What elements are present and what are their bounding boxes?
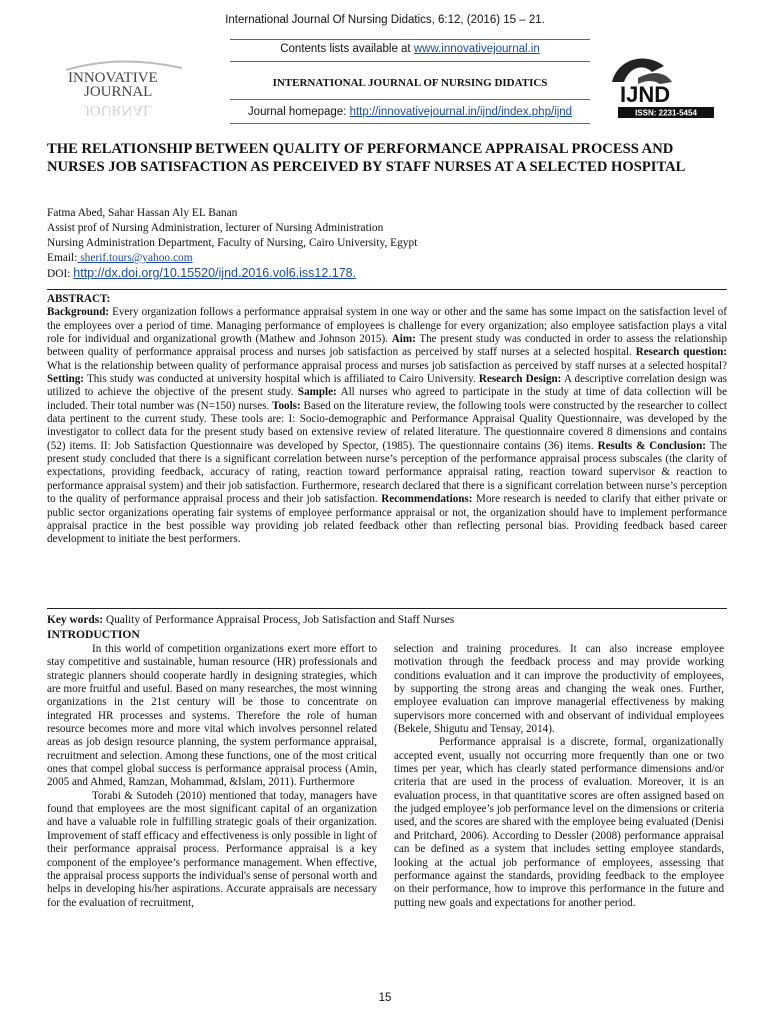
tools-text: Based on the literature review, the following tools were constructed by the researcher to collect data pertinent to the current study. These tools are: I: Socio-demographic and Performance Appraisal Quality Questionnaire, was developed by the investigator to collect data for the present study based on extensive review of related literature. The questionnaire covered 8 dimensions and contains (52) items. II: Job Satisfaction Questionnaire was developed by Spector, (1985). The questionnaire contains (36) items. (47, 399, 727, 452)
innovative-journal-logo (60, 58, 190, 120)
author-block (47, 206, 727, 282)
design-label: Research Design: (478, 373, 562, 386)
bg-label: Background: (47, 306, 110, 319)
issn-label: ISSN: 2231-5454 (635, 108, 697, 118)
keywords (47, 613, 727, 627)
abstract (47, 293, 727, 547)
article-title: THE RELATIONSHIP BETWEEN QUALITY OF PERFORMANCE APPRAISAL PROCESS AND NURSES JOB SATISFACTION AS PERCEIVED BY STAFF NURSES AT A SELECTED HOSPITAL (47, 141, 686, 175)
keywords-text: Quality of Performance Appraisal Process, Job Satisfaction and Staff Nurses (103, 614, 455, 626)
header-divider (230, 39, 590, 40)
design-text: A descriptive correlation design was utilized to achieve the objective of the present study. (47, 373, 727, 399)
results-text: The present study concluded that there is a significant correlation between nurse’s perception of the performance appraisal process subscales (the clarity of expectations, providing feedback, accuracy of rating, reaction toward performance appraisal rating, reaction toward supervisor & reaction to performance appraisal system) and their job satisfaction. Furthermore, research declared that there is a significant correlation between nurse’s perception to the quality of performance appraisal process and their job satisfaction. (47, 439, 727, 506)
intro-right-column (394, 643, 724, 910)
author-names: Fatma Abed, Sahar Hassan Aly EL Banan (47, 207, 238, 219)
author-affiliation: Nursing Administration Department, Faculty of Nursing, Cairo University, Egypt (47, 237, 418, 249)
setting-label: Setting: (47, 373, 84, 386)
intro-paragraph: Torabi & Sutodeh (2010) mentioned that today, managers have found that employees are the most significant capital of an organization and have a valuable role in fulfilling strategic goals of their organization. Improvement of staff efficacy and effectiveness is only possible in light of their performance appraisal process. Performance appraisal is a key component of the employee’s performance management. When effective, the appraisal process supports the individual's sense of personal worth and helps in developing his/her aspirations. Accurate appraisals are necessary for the evaluation of recruitment, (47, 789, 377, 909)
logo-reflection: JOURNAL (84, 102, 153, 118)
rq-text: What is the relationship between quality of performance appraisal process and nurses job satisfaction as perceived by staff nurses at a selected hospital? (47, 359, 727, 372)
intro-paragraph: selection and training procedures. It can also increase employee motivation through the feedback process and may provide working conditions evaluation and it can improve the productivity of employees, by supporting the strong areas and changing the weak ones. Further, employee evaluation can improve managerial effectiveness by making supervisors more concerned with and observant of individual employees (Bekele, Shigutu and Tensay, 2014). (394, 643, 724, 736)
bg-text: Every organization follows a performance appraisal system in one way or other and the same has some impact on the satisfaction level of the employees over a period of time. Managing performance of employees is challenge for every organization; also employee satisfaction plays a vital role for individual and organizational growth (Mathew and Johnson 2015). (47, 306, 727, 346)
logo-line1: INNOVATIVE (68, 70, 158, 86)
setting-text: This study was conducted at university hospital which is affiliated to Cairo University. (83, 373, 479, 386)
running-head: International Journal Of Nursing Didatics, 6:12, (2016) 15 – 21. (225, 14, 545, 26)
abstract-bottom-rule (47, 608, 727, 609)
doi-label: DOI: (47, 268, 74, 280)
introduction-heading: INTRODUCTION (47, 628, 140, 641)
doi-link[interactable]: http://dx.doi.org/10.15520/ijnd.2016.vol6.iss12.178. (73, 266, 357, 280)
contents-prefix: Contents lists available at (280, 43, 414, 55)
logo-line2: JOURNAL (84, 84, 153, 100)
header-divider (230, 123, 590, 124)
homepage-prefix: Journal homepage: (247, 106, 350, 118)
email-label: Email: (47, 252, 78, 264)
intro-left-column (47, 643, 377, 910)
doi-line (47, 266, 727, 282)
keywords-label: Key words: (47, 614, 103, 626)
sample-text: All nurses who agreed to participate in the study at time of data collection will be included. Their total number was (N=150) nurses. (47, 386, 727, 412)
intro-paragraph: In this world of competition organizations exert more effort to stay competitive and sustainable, human resource (HR) professionals and strategic planners should cooperate hardly in designing strategies, which are more fruitful and useful. Based on many researches, the most winning organizations in the 21st century will be those to concentrate on integrated HR processes and systems. Therefore the role of human resource becomes more and more vital which involves personnel related areas as job design resource planning, the system performance appraisal, recruitment and selection. Among these functions, one of the most critical ones that compel global success is performance appraisal process (Amin, 2005 and Ahmed, Ramzan, Mohammad, &Islam, 2011). Furthermore (47, 643, 377, 789)
journal-name: INTERNATIONAL JOURNAL OF NURSING DIDATICS (272, 77, 548, 89)
ijnd-logo-text: IJND (620, 82, 671, 107)
recommendations-label: Recommendations: (381, 493, 473, 506)
author-position: Assist prof of Nursing Administration, lecturer of Nursing Administration (47, 222, 384, 234)
rq-label: Research question: (635, 346, 727, 359)
aim-label: Aim: (391, 333, 416, 346)
tools-label: Tools: (272, 399, 301, 412)
contents-line (230, 43, 590, 55)
journal-site-link[interactable]: www.innovativejournal.in (413, 43, 540, 55)
email-link[interactable]: sherif.tours@yahoo.com (77, 252, 193, 264)
page-number: 15 (378, 992, 392, 1004)
recommendations-text: More research is needed to clarify that either private or public sector organizations operating fair systems of employee performance appraisal or not, the organization should have to implement performance appraisal practice in the best possible way providing job related feedback other than reflecting personal bias. Providing feedback based career development to initiate the best performers. (47, 493, 727, 546)
journal-homepage-link[interactable]: http://innovativejournal.in/ijnd/index.php/ijnd (349, 106, 573, 118)
ijnd-logo (608, 52, 723, 120)
email-line (47, 251, 727, 266)
abstract-body (47, 306, 727, 546)
results-label: Results & Conclusion: (597, 439, 706, 452)
aim-text: The present study was conducted in order to assess the relationship between quality of performance appraisal process and nurses job satisfaction as perceived by staff nurses at a selected hospital. (47, 333, 727, 359)
header-divider (230, 61, 590, 62)
header-divider (230, 99, 590, 100)
abstract-heading: ABSTRACT: (47, 293, 111, 305)
sample-label: Sample: (297, 386, 337, 399)
homepage-line (230, 106, 590, 118)
intro-paragraph: Performance appraisal is a discrete, formal, organizationally accepted event, usually not occurring more frequently than one or two times per year, which has clearly stated performance dimensions and/or criteria that are used in the process of evaluation. Moreover, it is an evaluation process, in that quantitative scores are often assigned based on the judged employee’s job performance level on the dimensions or criteria used, and the scores are shared with the employee being evaluated (Denisi and Pritchard, 2006). According to Dessler (2008) performance appraisal can be defined as a system that includes setting employee standards, looking at the actual job performance of employees, assessing that performance against the standards, providing feedback to the employee on their performance, how to improve this performance in the future and putting new goals and expectations for another period. (394, 736, 724, 909)
abstract-top-rule (47, 289, 727, 290)
